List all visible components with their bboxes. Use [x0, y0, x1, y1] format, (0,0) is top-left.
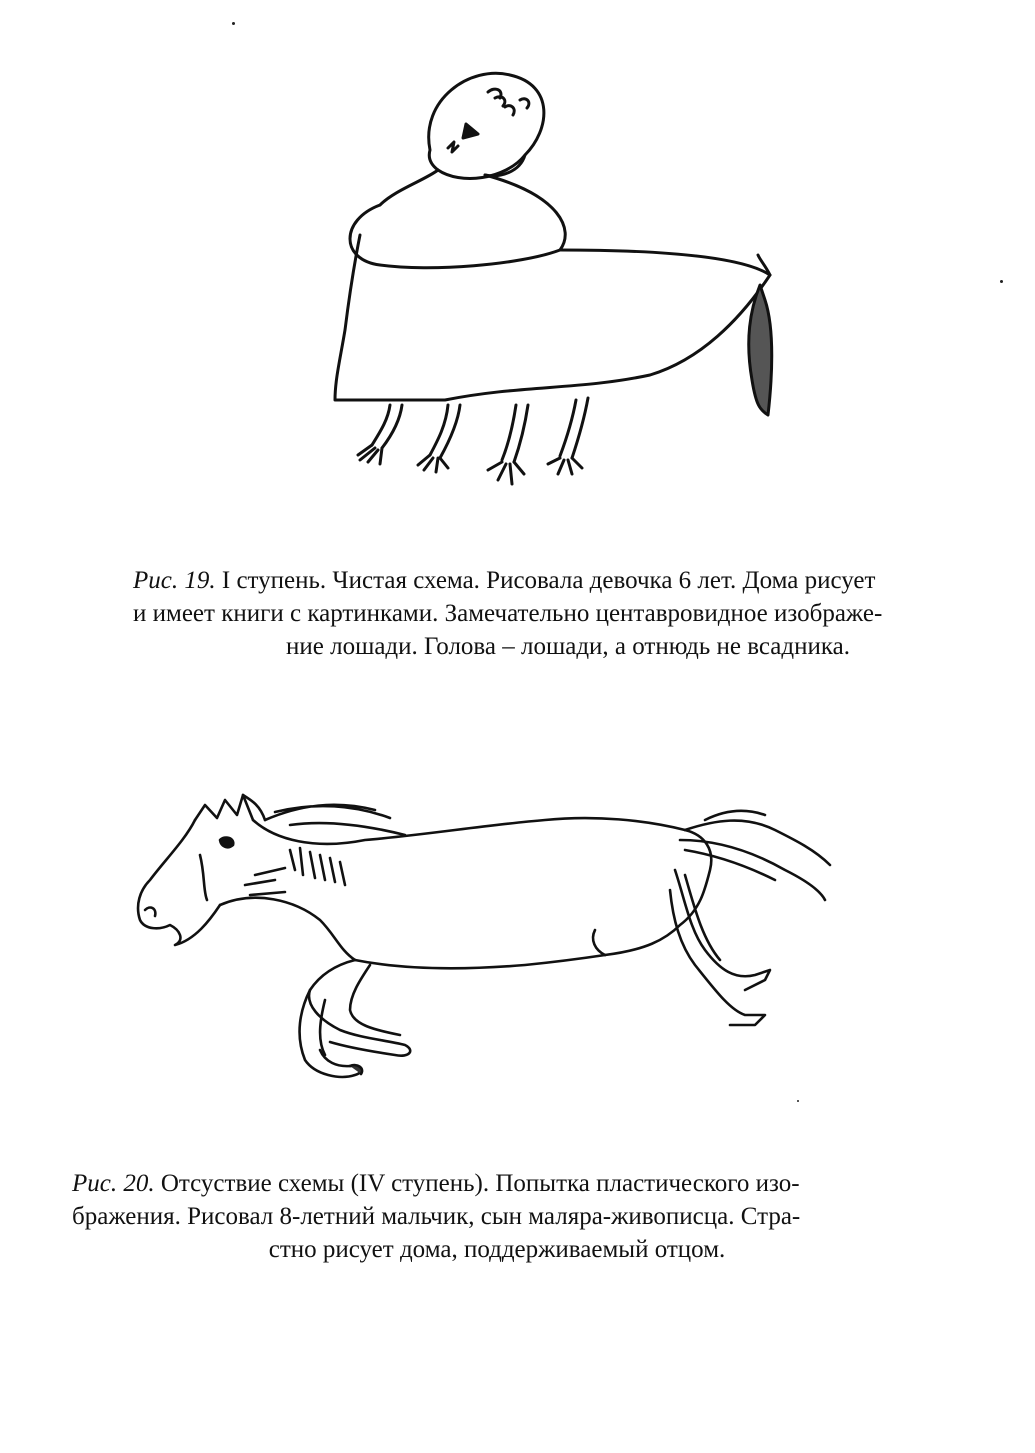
figure-19-caption-line-2: и имеет книги с картинками. Замечательно центавровидное изображе-: [133, 600, 883, 627]
figure-20-caption-line-2: бражения. Рисовал 8-летний мальчик, сын маляра-живописца. Стра-: [72, 1203, 801, 1230]
figure-20-drawing: [125, 780, 845, 1100]
figure-20-caption-text-1: Отсуствие схемы (IV ступень). Попытка пластического изо-: [160, 1170, 800, 1197]
figure-19-caption-line-1: [133, 564, 1003, 597]
figure-20-caption: [72, 1167, 922, 1266]
figure-19-caption: [133, 564, 1003, 663]
figure-19-caption-text-1: I ступень. Чистая схема. Рисовала девочка 6 лет. Дома рисует: [221, 567, 876, 594]
figure-20-caption-line-1: [72, 1167, 922, 1200]
figure-20-label: Рис. 20.: [72, 1170, 155, 1197]
figure-19-caption-line-3: ние лошади. Голова – лошади, а отнюдь не всадника.: [286, 633, 850, 660]
scan-speck: [232, 22, 235, 25]
figure-19-label: Рис. 19.: [133, 567, 216, 594]
centaur-horse-drawing-icon: [320, 60, 790, 500]
figure-20-caption-line-3: стно рисует дома, поддерживаемый отцом.: [268, 1236, 726, 1263]
scan-speck: [797, 1100, 799, 1102]
galloping-horse-drawing-icon: [125, 780, 845, 1100]
figure-19-drawing: [320, 60, 790, 500]
scan-speck: [1000, 280, 1003, 283]
